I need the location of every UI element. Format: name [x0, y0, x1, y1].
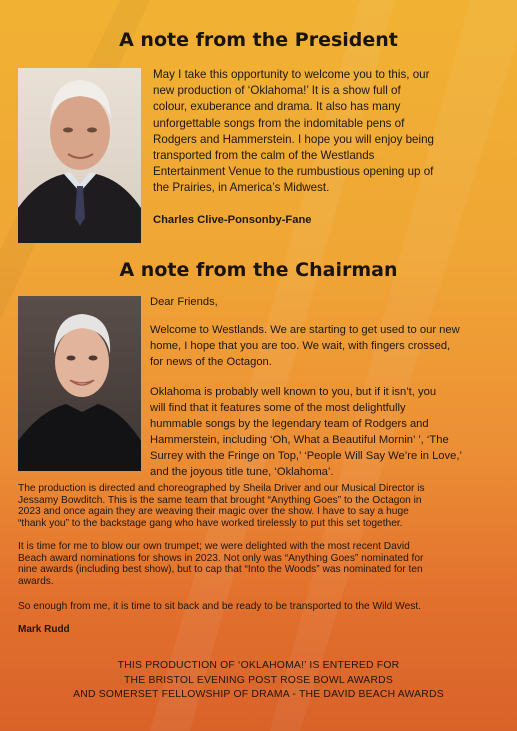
chairman-photo — [18, 296, 141, 471]
footer-line: THIS PRODUCTION OF ‘OKLAHOMA!’ IS ENTERED FOR — [117, 660, 400, 671]
text-line: nine awards (including best show), but to cap that “Into the Woods” was nominated for ten — [18, 564, 423, 576]
text-line: 2023 and once again they are weaving their magic over the show. I have to say a huge — [18, 506, 409, 518]
text-line: and the joyous title tune, ‘Oklahoma’. — [150, 466, 334, 478]
text-line: home, I hope that you are too. We wait, with fingers crossed, — [150, 340, 451, 352]
president-heading: A note from the President — [119, 29, 398, 51]
chairman-greeting: Dear Friends, — [150, 296, 218, 308]
text-line: unforgettable songs from the indomitable pens of — [153, 116, 405, 130]
text-line: transported from the calm of the Westlands — [153, 149, 375, 163]
text-line: “thank you” to the backstage gang who have worked tirelessly to put this set together. — [18, 517, 403, 529]
footer-line: THE BRISTOL EVENING POST ROSE BOWL AWARDS — [124, 674, 393, 686]
text-line: May I take this opportunity to welcome you to this, our — [153, 68, 430, 81]
president-signature: Charles Clive-Ponsonby-Fane — [153, 214, 312, 226]
chairman-paragraph-3 — [18, 483, 510, 529]
text-line: Jessamy Bowditch. This is the same team that brought “Anything Goes” to the Octagon in — [18, 494, 422, 506]
chairman-paragraph-5: So enough from me, it is time to sit back and be ready to be transported to the Wild West. — [18, 601, 421, 612]
footer-line: AND SOMERSET FELLOWSHIP OF DRAMA - THE DAVID BEACH AWARDS — [73, 689, 444, 700]
awards-footer — [0, 659, 517, 703]
text-line: hummable songs by the legendary team of Rodgers and — [150, 418, 429, 430]
text-line: Entertainment Venue to the rumbustious opening up of — [153, 165, 434, 179]
text-line: It is time for me to blow our own trumpet; we were delighted with the most recent David — [18, 541, 410, 552]
text-line: awards. — [18, 575, 54, 587]
president-message — [153, 67, 503, 197]
text-line: Surrey with the Fringe on Top,’ ‘People Will Say We’re in Love,’ — [150, 450, 462, 462]
text-line: Welcome to Westlands. We are starting to get used to our new — [150, 324, 460, 336]
text-line: new production of ‘Oklahoma!’ It is a show full of — [153, 84, 401, 98]
chairman-paragraph-1 — [150, 322, 510, 370]
text-line: for news of the Octagon. — [150, 356, 272, 368]
text-line: Rodgers and Hammerstein. I hope you will enjoy being — [153, 132, 434, 146]
text-line: the Prairies, in America’s Midwest. — [153, 181, 330, 195]
chairman-paragraph-2 — [150, 384, 510, 480]
president-photo — [18, 68, 141, 243]
chairman-paragraph-4 — [18, 541, 510, 587]
chairman-signature: Mark Rudd — [18, 624, 70, 635]
text-line: Beach award nominations for shows in 2023. Not only was “Anything Goes” nominated for — [18, 552, 424, 564]
text-line: Hammerstein, including ‘Oh, What a Beautiful Mornin’ ’, ‘The — [150, 434, 449, 446]
chairman-heading: A note from the Chairman — [119, 259, 398, 281]
text-line: The production is directed and choreographed by Sheila Driver and our Musical Director is — [18, 483, 425, 494]
text-line: colour, exuberance and drama. It also has many — [153, 100, 401, 114]
text-line: Oklahoma is probably well known to you, but if it isn’t, you — [150, 386, 437, 398]
text-line: will find that it features some of the most delightfully — [150, 402, 406, 414]
